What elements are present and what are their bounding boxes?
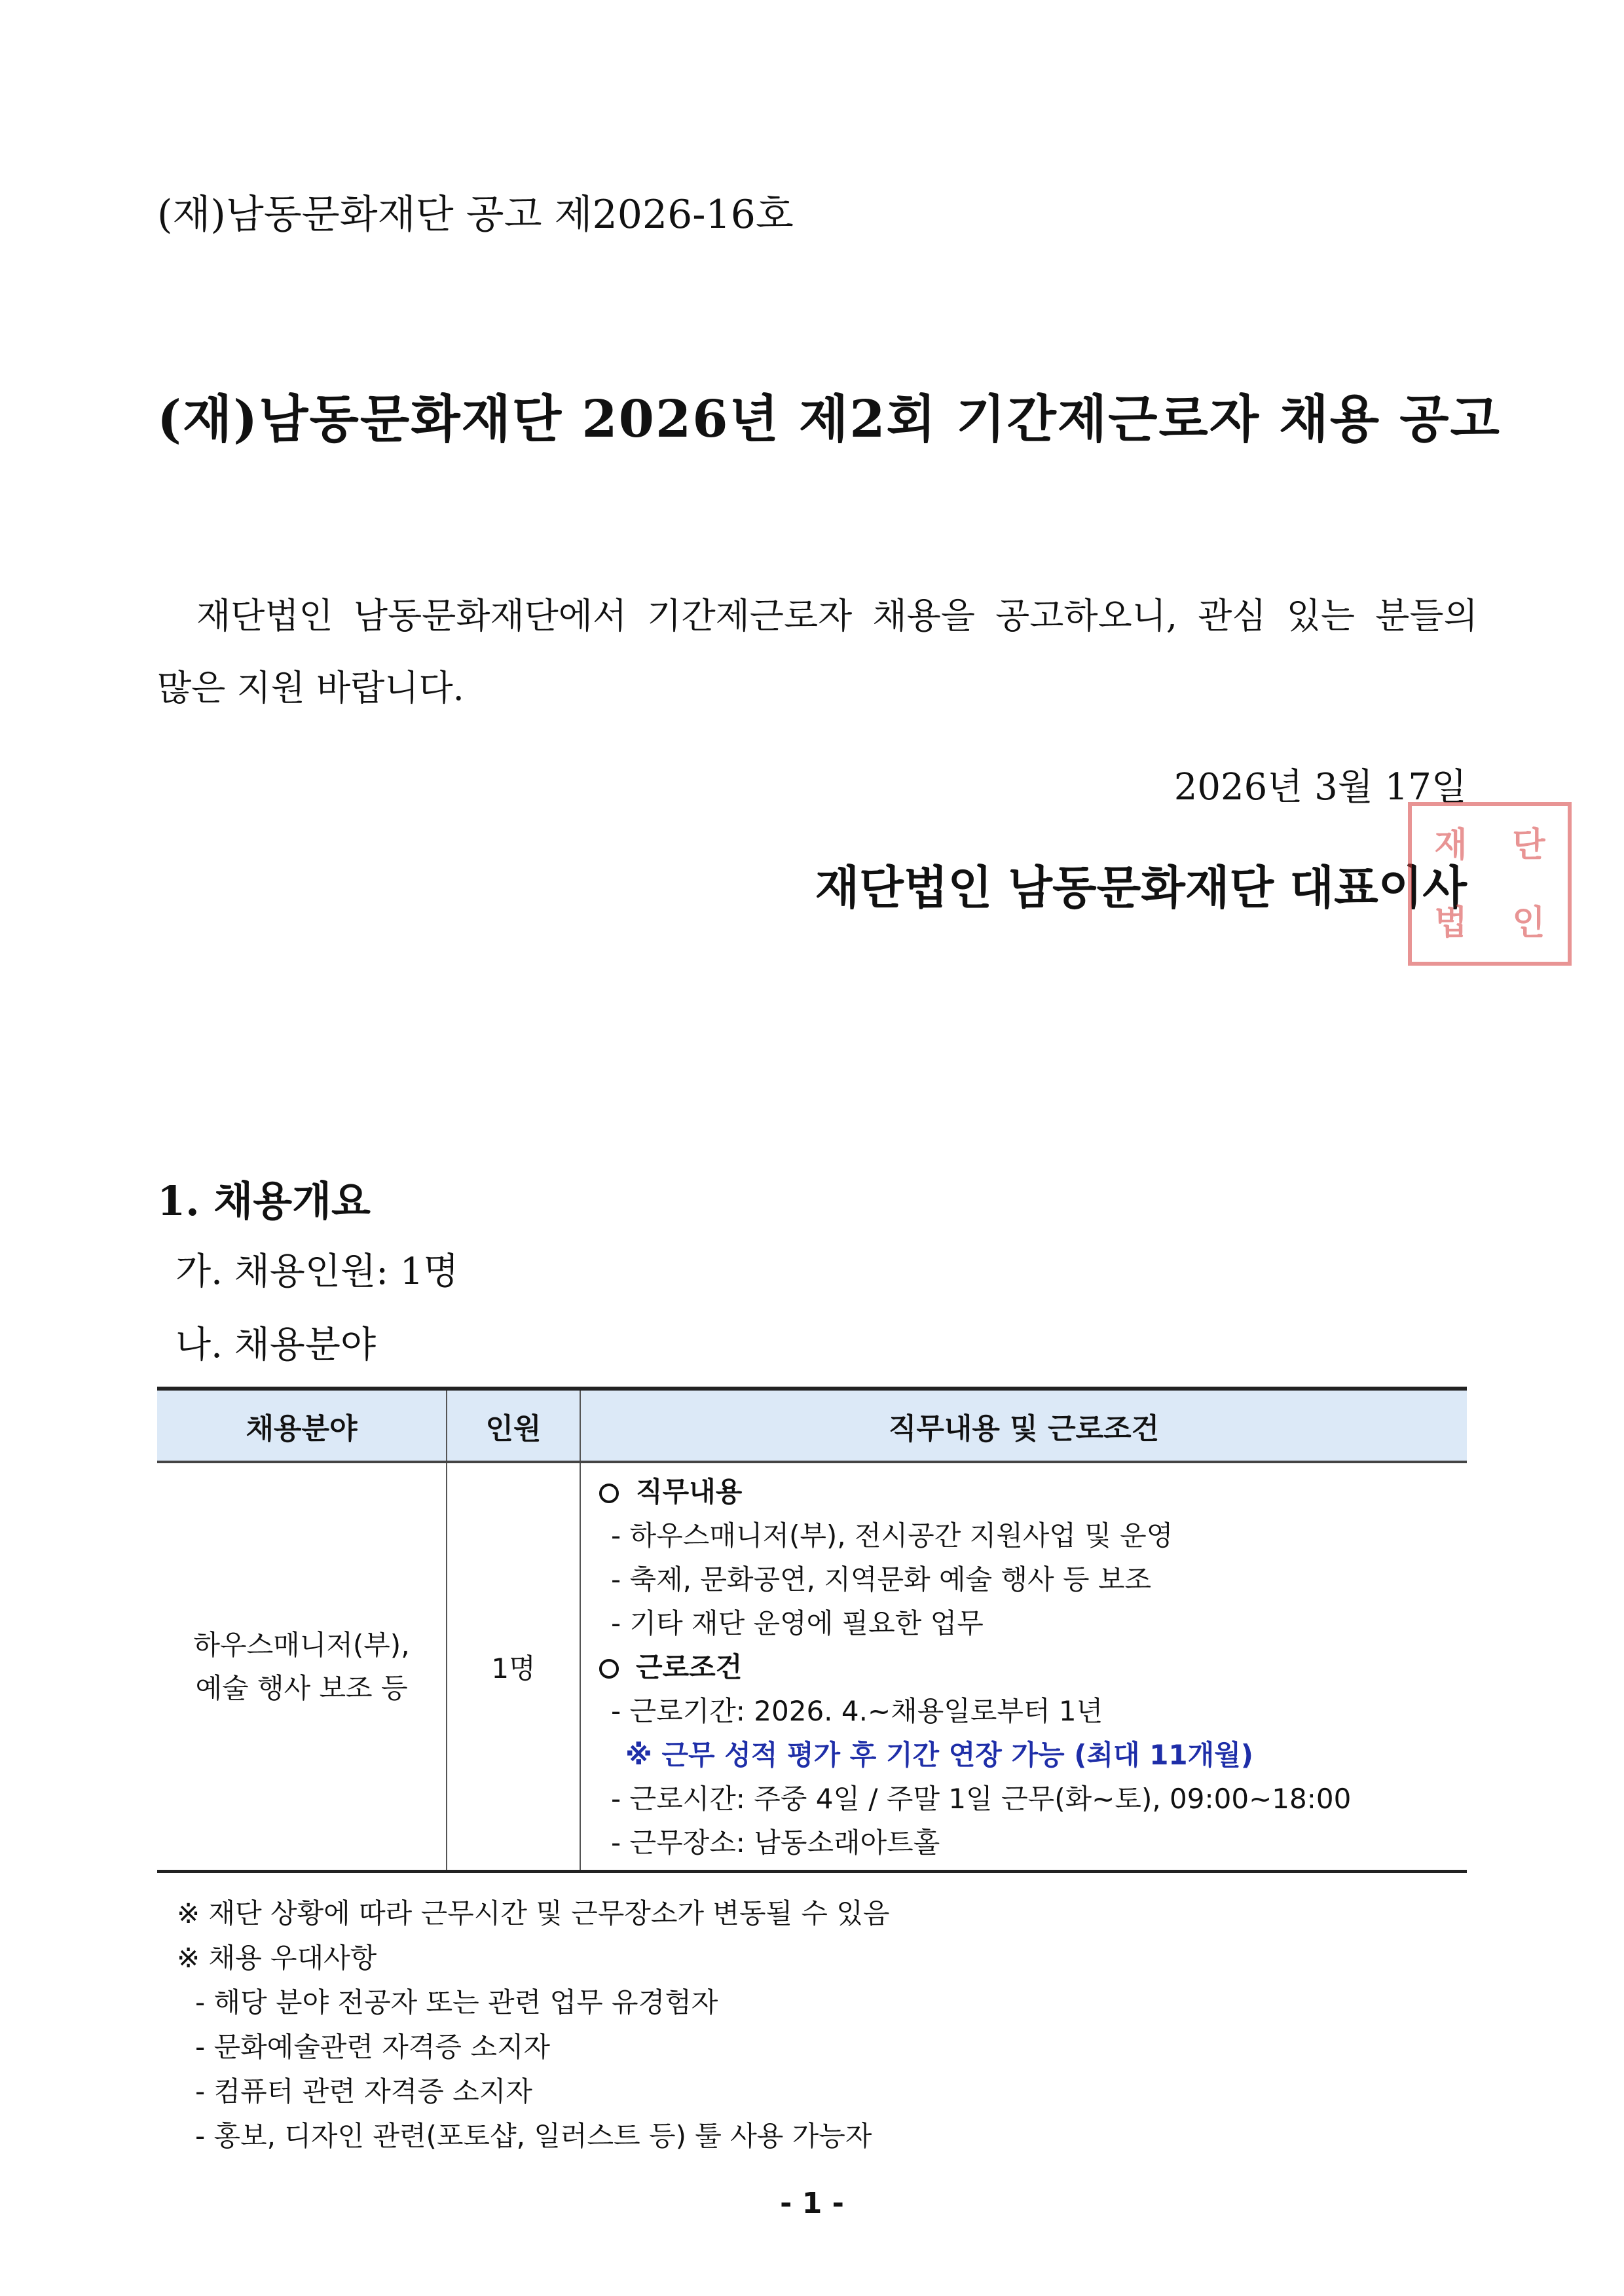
conditions-heading: 근로조건: [599, 1645, 1467, 1689]
duty-item: - 축제, 문화공연, 지역문화 예술 행사 등 보조: [611, 1563, 1152, 1595]
condition-item: - 근무장소: 남동소래아트홀: [611, 1827, 940, 1859]
duty-item: - 기타 재단 운영에 필요한 업무: [611, 1607, 984, 1639]
condition-item: - 근로시간: 주중 4일 / 주말 1일 근무(화~토), 09:00~18:00: [611, 1783, 1352, 1815]
issuer-name: 재단법인 남동문화재단 대표이사: [815, 861, 1467, 915]
cell-duties: [580, 1462, 1467, 1872]
note-item: ※ 채용 우대사항: [177, 1942, 377, 1974]
field-line-1: 하우스매니저(부),: [193, 1629, 410, 1662]
notice-number: (재)남동문화재단 공고 제2026-16호: [157, 192, 794, 238]
note-item: - 해당 분야 전공자 또는 관련 업무 유경험자: [195, 1986, 718, 2018]
section-heading-recruitment-overview: 1. 채용개요: [157, 1177, 371, 1225]
duties-heading: 직무내용: [599, 1470, 1467, 1514]
table-row: [157, 1462, 1467, 1872]
note-item: - 문화예술관련 자격증 소지자: [195, 2031, 551, 2063]
duty-item: - 하우스매니저(부), 전시공간 지원사업 및 운영: [611, 1520, 1173, 1552]
page-number: - 1 -: [780, 2187, 844, 2220]
header-duties: 직무내용 및 근로조건: [580, 1389, 1467, 1462]
header-field: 채용분야: [157, 1389, 447, 1462]
note-item: - 홍보, 디자인 관련(포토샵, 일러스트 등) 툴 사용 가능자: [195, 2120, 872, 2152]
table-header-row: [157, 1389, 1467, 1462]
condition-item: - 근로기간: 2026. 4.~채용일로부터 1년: [611, 1695, 1103, 1727]
circle-bullet-icon: [599, 1484, 619, 1503]
circle-bullet-icon: [599, 1659, 619, 1679]
recruitment-table: [157, 1387, 1467, 1873]
intro-text-line-1: 재단법인 남동문화재단에서 기간제근로자 채용을 공고하오니, 관심 있는 분들의: [196, 595, 1478, 636]
header-count: 인원: [447, 1389, 580, 1462]
cell-field: [157, 1462, 447, 1872]
extension-note: ※ 근무 성적 평가 후 기간 연장 가능 (최대 11개월): [625, 1739, 1253, 1771]
document-title: (재)남동문화재단 2026년 제2회 기간제근로자 채용 공고: [157, 390, 1501, 449]
recruitment-count: 가. 채용인원: 1명: [175, 1250, 459, 1293]
field-line-2: 예술 행사 보조 등: [195, 1671, 408, 1704]
note-item: - 컴퓨터 관련 자격증 소지자: [195, 2075, 532, 2107]
intro-text-line-2: 많은 지원 바랍니다.: [157, 667, 464, 708]
note-item: ※ 재단 상황에 따라 근무시간 및 근무장소가 변동될 수 있음: [177, 1897, 890, 1929]
cell-count: 1명: [447, 1462, 580, 1872]
official-seal-stamp: 재 단 법 인: [1408, 802, 1572, 966]
issue-date: 2026년 3월 17일: [1173, 766, 1467, 809]
recruitment-field: 나. 채용분야: [175, 1324, 377, 1366]
